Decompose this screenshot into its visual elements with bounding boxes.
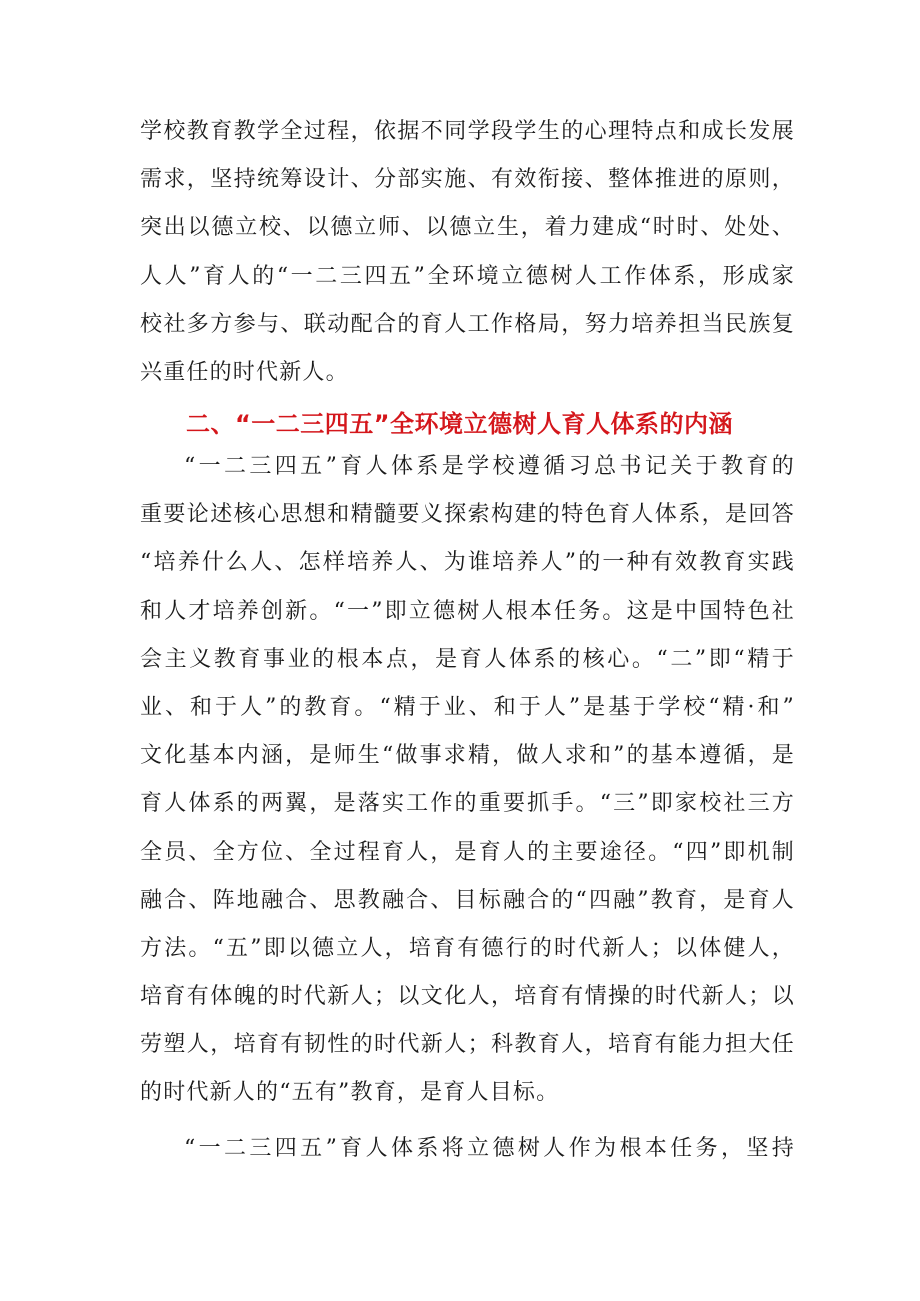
paragraph-line: 重要论述核心思想和精髓要义探索构建的特色育人体系，是回答 <box>140 502 795 528</box>
paragraph-line: 文化基本内涵，是师生“做事求精，做人求和”的基本遵循，是 <box>140 743 795 769</box>
paragraph-line: 学校教育教学全过程，依据不同学段学生的心理特点和成长发展 <box>140 119 795 144</box>
paragraph-line: 会主义教育事业的根本点，是育人体系的核心。“二”即“精于 <box>140 646 795 672</box>
paragraph-line: 的时代新人的“五有”教育，是育人目标。 <box>140 1080 560 1106</box>
paragraph-body <box>140 443 795 1118</box>
paragraph-line: 校社多方参与、联动配合的育人工作格局，努力培养担当民族复 <box>140 311 795 337</box>
paragraph-line: 突出以德立校、以德立师、以德立生，着力建成“时时、处处、 <box>140 215 795 241</box>
paragraph-line: 兴重任的时代新人。 <box>140 359 349 385</box>
paragraph-line: 和人才培养创新。“一”即立德树人根本任务。这是中国特色社 <box>140 598 795 624</box>
paragraph-continued <box>140 108 795 397</box>
paragraph-line: “一二三四五”育人体系是学校遵循习总书记关于教育的 <box>184 454 795 479</box>
paragraph-line: 融合、阵地融合、思教融合、目标融合的“四融”教育，是育人 <box>140 887 795 913</box>
paragraph-line: 培育有体魄的时代新人；以文化人，培育有情操的时代新人；以 <box>140 984 795 1010</box>
paragraph-line: “培养什么人、怎样培养人、为谁培养人”的一种有效教育实践 <box>140 550 795 576</box>
paragraph-line: “一二三四五”育人体系将立德树人作为根本任务，坚持 <box>184 1136 795 1161</box>
paragraph-line: 方法。“五”即以德立人，培育有德行的时代新人；以体健人， <box>140 935 795 961</box>
paragraph-next <box>140 1125 795 1173</box>
paragraph-line: 育人体系的两翼，是落实工作的重要抓手。“三”即家校社三方 <box>140 791 795 817</box>
paragraph-line: 人人”育人的“一二三四五”全环境立德树人工作体系，形成家 <box>140 263 795 289</box>
paragraph-line: 业、和于人”的教育。“精于业、和于人”是基于学校“精·和” <box>140 694 795 720</box>
paragraph-line: 需求，坚持统筹设计、分部实施、有效衔接、整体推进的原则， <box>140 167 795 193</box>
paragraph-line: 全员、全方位、全过程育人，是育人的主要途径。“四”即机制 <box>140 839 795 865</box>
paragraph-line: 劳塑人，培育有韧性的时代新人；科教育人，培育有能力担大任 <box>140 1032 795 1058</box>
section-heading: 二、“一二三四五”全环境立德树人育人体系的内涵 <box>186 410 734 438</box>
